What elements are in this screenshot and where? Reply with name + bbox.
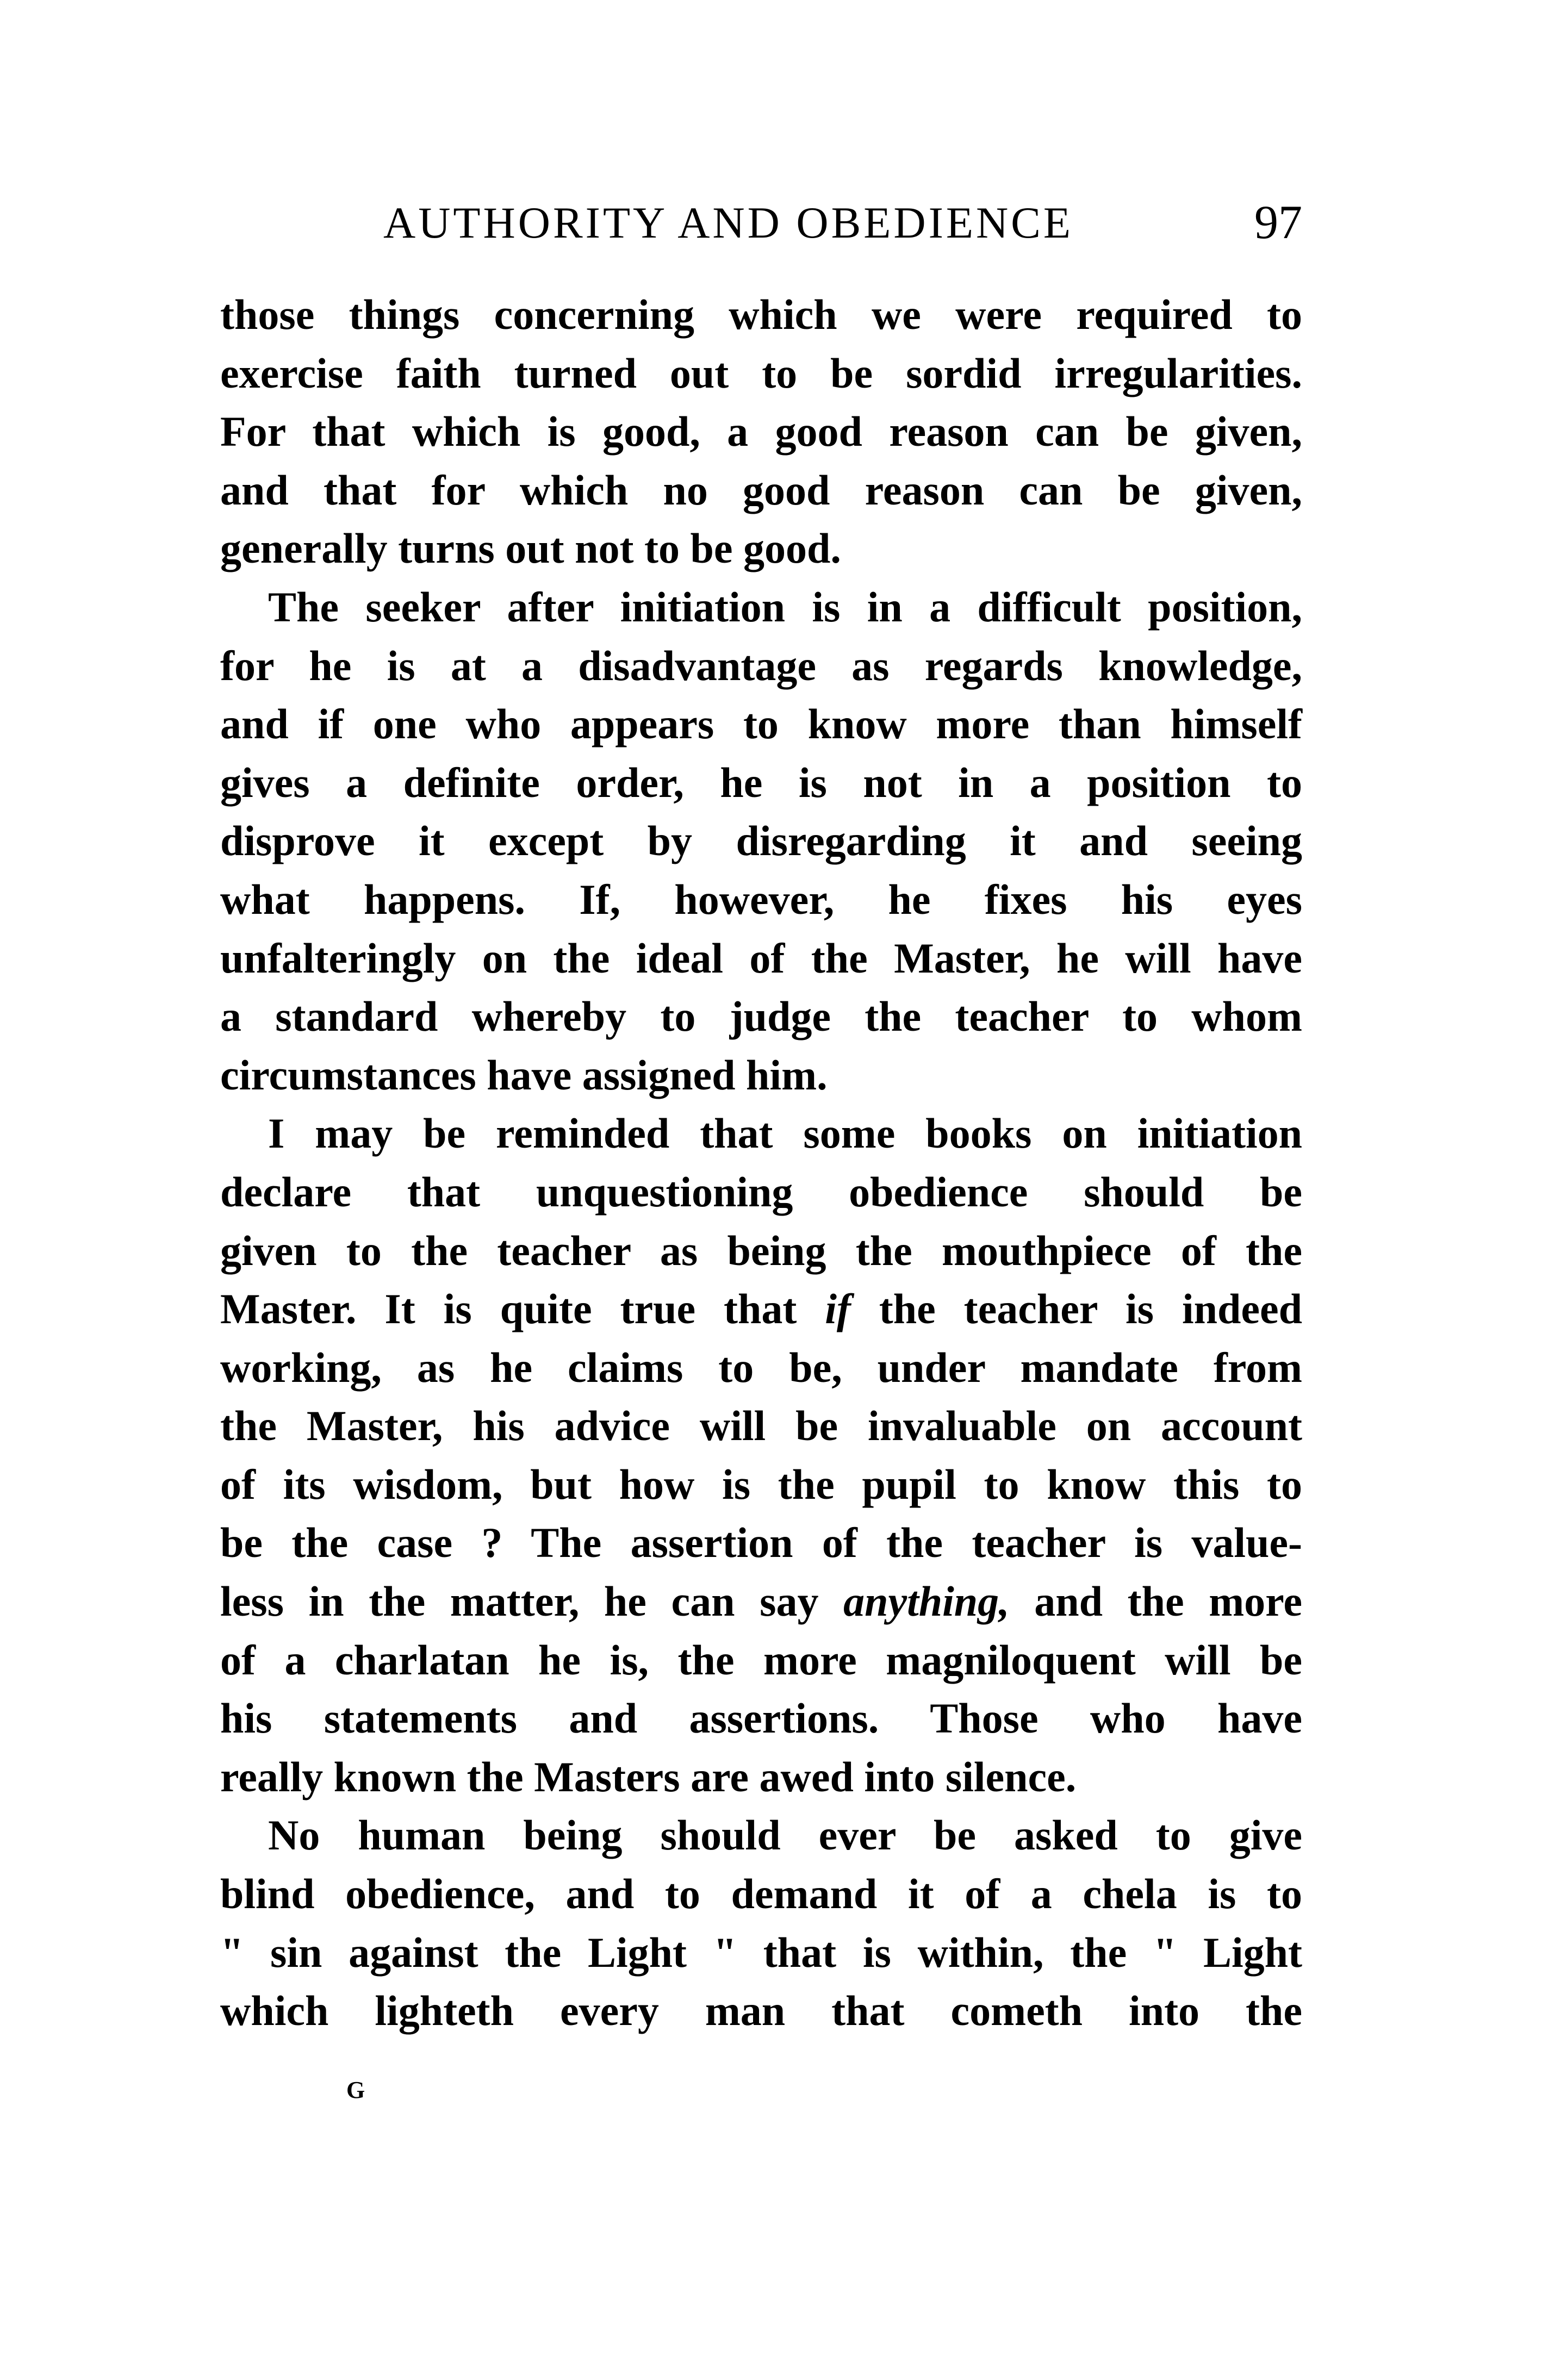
text-line: which lighteth every man that cometh into the	[220, 1987, 1302, 2035]
text-line: a standard whereby to judge the teacher to whom	[220, 993, 1302, 1041]
page-header	[220, 190, 1302, 256]
text-line: what happens. If, however, he fixes his eyes	[220, 875, 1302, 923]
text-line: working, as he claims to be, under mandate from	[220, 1343, 1302, 1391]
text-line: exercise faith turned out to be sordid irregularities.	[220, 349, 1302, 397]
text-line: for he is at a disadvantage as regards knowledge,	[220, 641, 1302, 689]
text-line: disprove it except by disregarding it and seeing	[220, 817, 1302, 865]
text-fragment: Master. It is quite true that	[220, 1285, 825, 1333]
text-line: given to the teacher as being the mouthpiece of the	[220, 1226, 1302, 1274]
signature-mark: G	[346, 2077, 365, 2103]
italic-word: anything,	[843, 1578, 1010, 1625]
body-text	[220, 285, 1302, 2040]
text-line: and if one who appears to know more than himself	[220, 700, 1302, 748]
text-line-with-italic	[220, 1572, 1302, 1631]
text-line: The seeker after initiation is in a difficult position,	[268, 583, 1302, 631]
text-line: circumstances have assigned him.	[220, 1051, 828, 1099]
text-line: For that which is good, a good reason can be given,	[220, 408, 1302, 456]
text-fragment: and the more	[1009, 1578, 1302, 1625]
text-line: blind obedience, and to demand it of a chela is to	[220, 1870, 1302, 1918]
running-title: AUTHORITY AND OBEDIENCE	[383, 198, 1073, 247]
text-line: his statements and assertions. Those who have	[220, 1694, 1302, 1742]
text-line: really known the Masters are awed into silence.	[220, 1753, 1077, 1800]
text-line: declare that unquestioning obedience should be	[220, 1168, 1302, 1216]
text-line: be the case ? The assertion of the teacher is value-	[220, 1519, 1302, 1567]
text-line: and that for which no good reason can be given,	[220, 466, 1302, 514]
text-line: I may be reminded that some books on initiation	[268, 1110, 1302, 1157]
text-line-with-italic	[220, 1280, 1302, 1338]
text-line: of a charlatan he is, the more magniloquent will be	[220, 1636, 1302, 1684]
italic-word: if	[825, 1285, 851, 1333]
text-line: gives a definite order, he is not in a position to	[220, 758, 1302, 806]
page-number: 97	[1254, 196, 1302, 249]
text-line: the Master, his advice will be invaluable on account	[220, 1402, 1302, 1450]
text-line: of its wisdom, but how is the pupil to know this to	[220, 1460, 1302, 1508]
text-fragment: the teacher is indeed	[850, 1285, 1302, 1333]
text-line: " sin against the Light " that is within, the " Light	[220, 1928, 1302, 1976]
text-line: unfalteringly on the ideal of the Master, he will have	[220, 934, 1302, 982]
text-line: those things concerning which we were required to	[220, 291, 1302, 338]
text-fragment: less in the matter, he can say	[220, 1578, 844, 1625]
text-line: generally turns out not to be good.	[220, 525, 841, 572]
text-line: No human being should ever be asked to give	[268, 1811, 1302, 1859]
